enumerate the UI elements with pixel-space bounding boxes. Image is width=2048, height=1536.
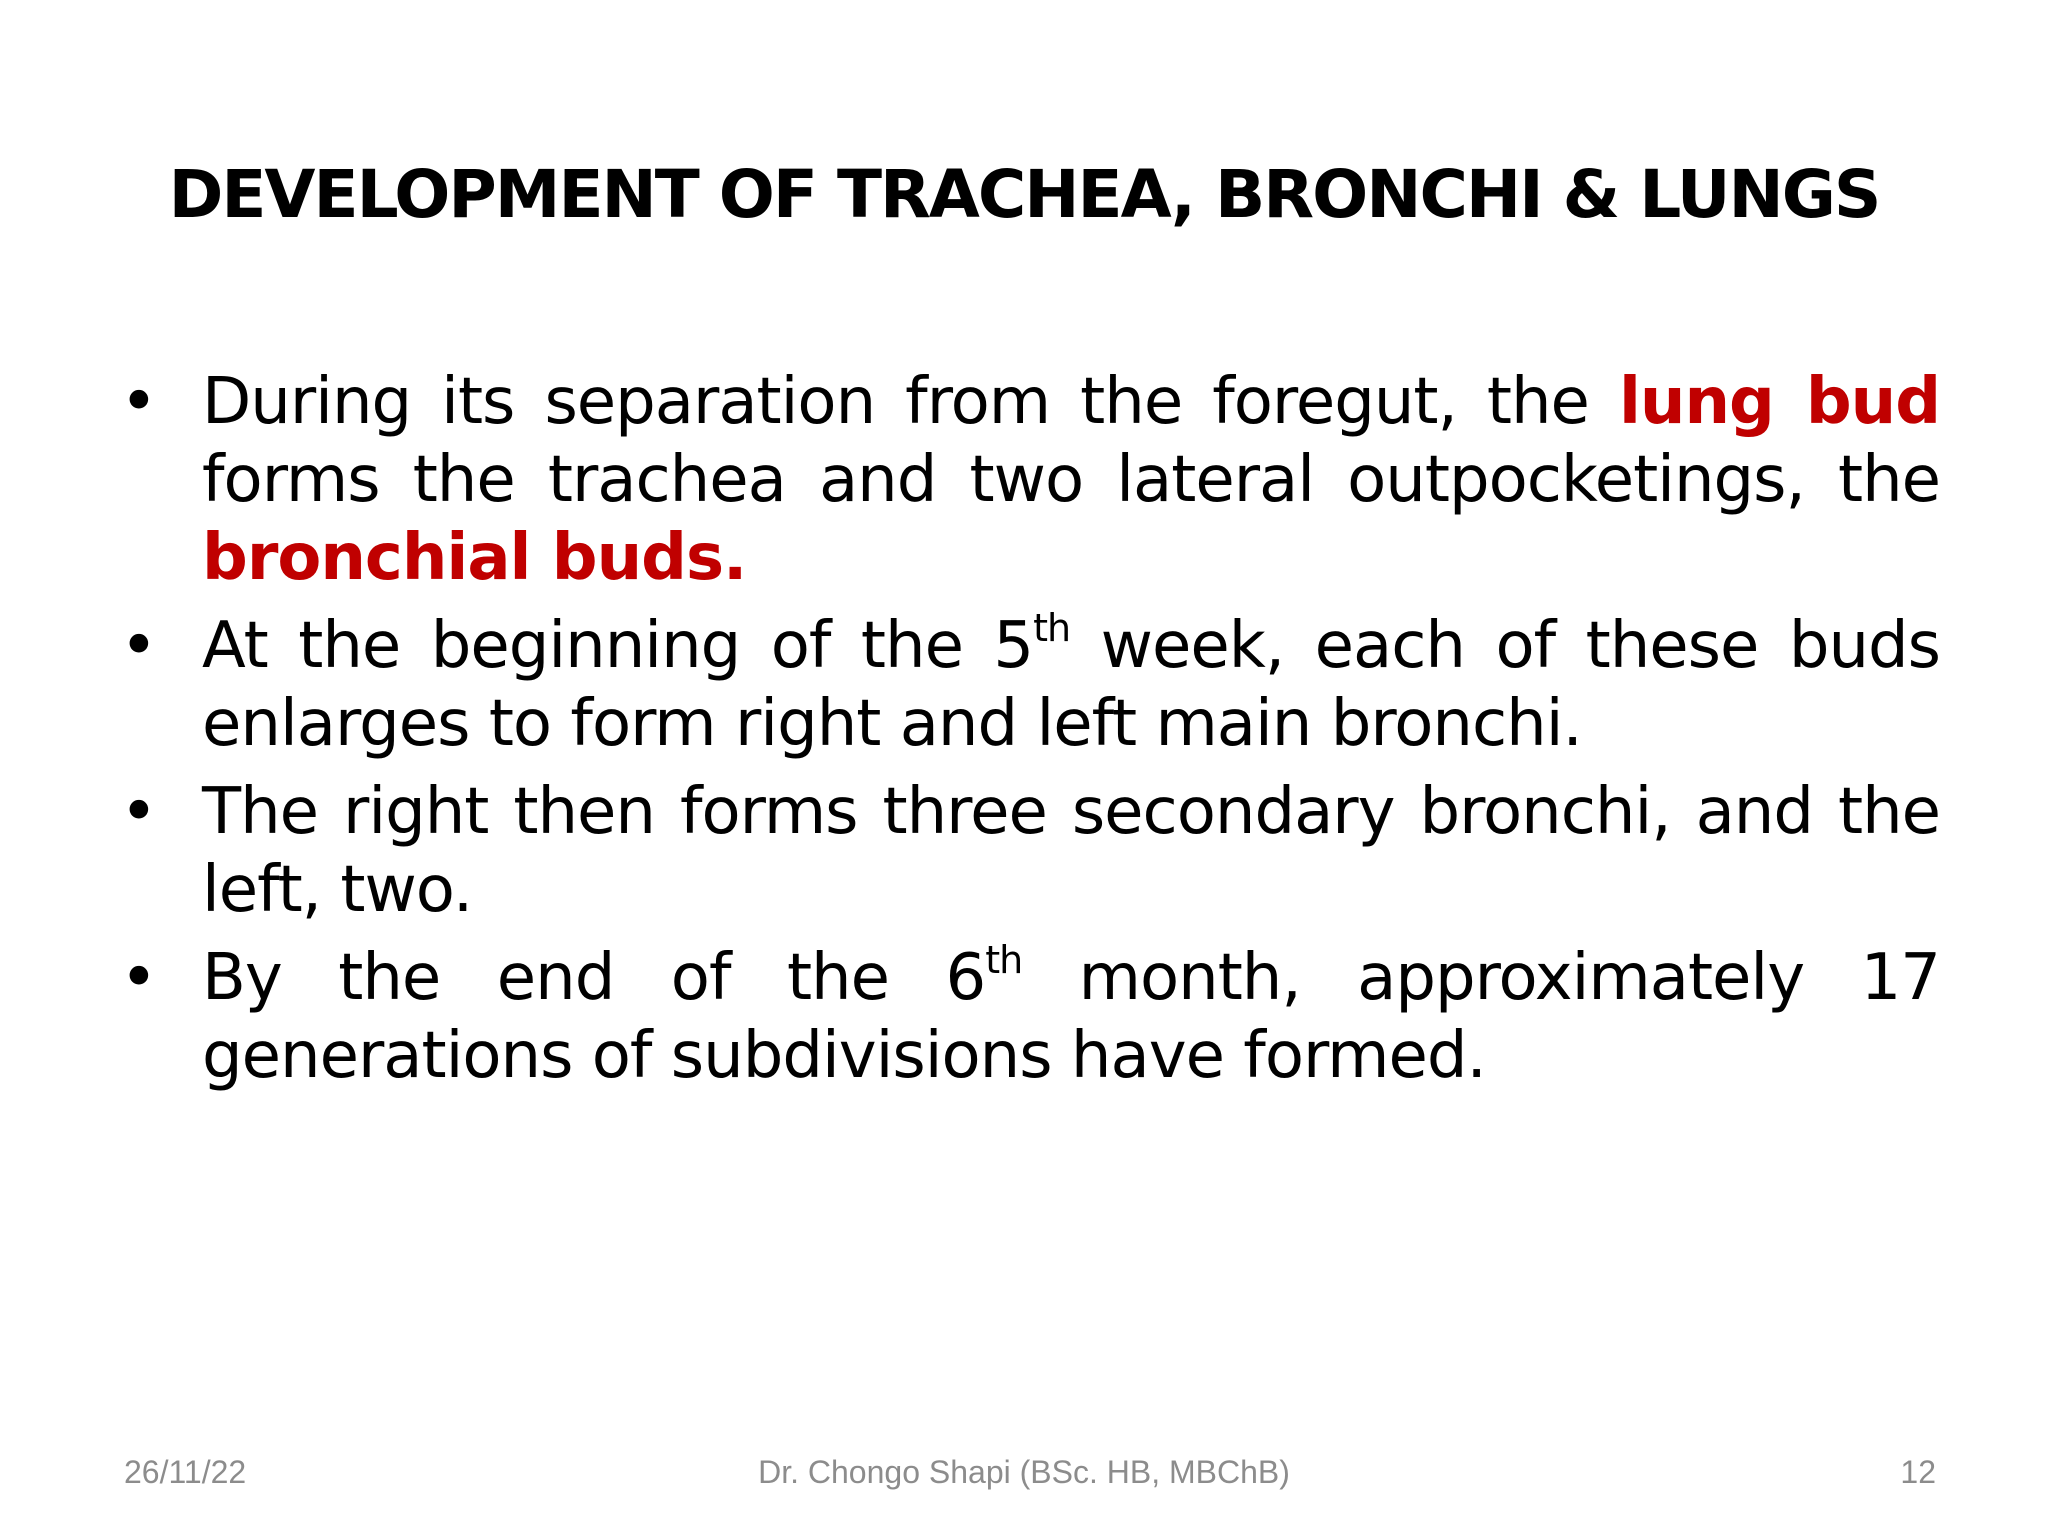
bullet-text: week, each of these buds enlarges to form right and left main bronchi. [202,609,1941,761]
bullet-text: During its separation from the foregut, the [202,365,1619,439]
bullet-text: By the end of the 6 [202,941,986,1015]
bullet-marker: • [120,365,157,439]
ordinal-suffix: th [985,938,1023,982]
bullet-text: month, approximately 17 generations of subdivisions have formed. [202,941,1941,1093]
bullet-text: At the beginning of the 5 [202,609,1034,683]
bullet-text: The right then forms three secondary bronchi, and the left, two. [202,775,1940,927]
bullet-item-1 [120,363,1940,597]
highlight-term: lung bud [1618,365,1940,439]
ordinal-suffix: th [1033,606,1071,650]
highlight-term: bronchial buds. [202,521,747,595]
footer-author: Dr. Chongo Shapi (BSc. HB, MBChB) [758,1454,1290,1490]
slide-title: DEVELOPMENT OF TRACHEA, BRONCHI & LUNGS [168,156,1880,233]
page-number: 12 [1900,1454,1936,1490]
bullet-item-3 [120,773,1940,929]
bullet-text: forms the trachea and two lateral outpocketings, the [202,443,1940,517]
bullet-marker: • [120,941,157,1015]
bullet-item-4 [120,939,1940,1095]
footer-date: 26/11/22 [124,1454,247,1490]
bullet-item-2 [120,607,1940,763]
bullet-marker: • [120,775,157,849]
bullet-marker: • [120,609,157,683]
bullet-list [120,363,1940,1105]
